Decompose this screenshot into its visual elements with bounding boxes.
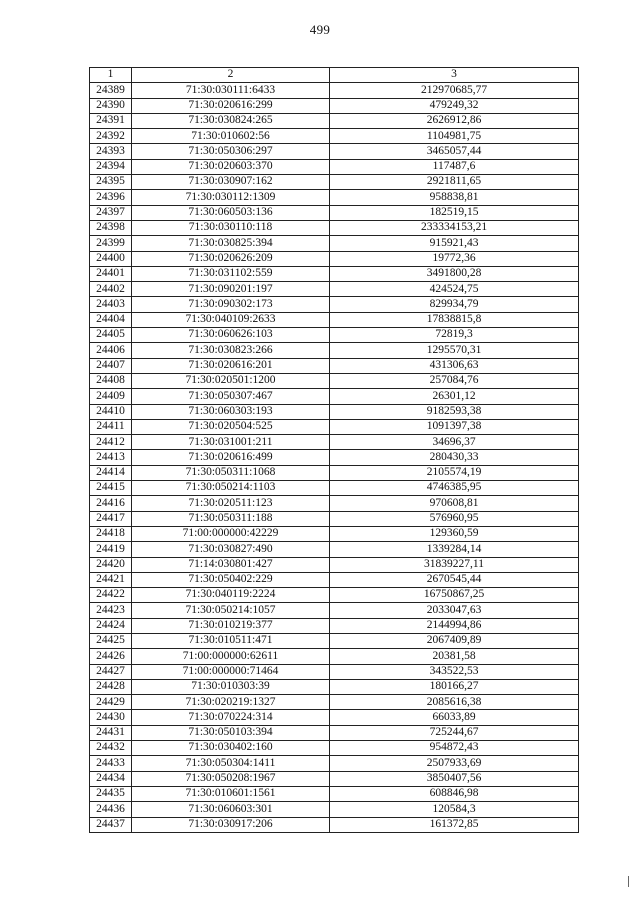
row-number-cell: 24431 [90,725,132,740]
row-number-cell: 24401 [90,266,132,281]
cadastral-number-cell: 71:30:020501:1200 [132,373,330,388]
cadastral-number-cell: 71:30:030827:490 [132,542,330,557]
cadastral-value-cell: 2105574,19 [330,465,579,480]
cadastral-number-cell: 71:30:060626:103 [132,328,330,343]
table-body [90,83,579,833]
row-number-cell: 24432 [90,741,132,756]
row-number-cell: 24403 [90,297,132,312]
cadastral-number-cell: 71:30:050304:1411 [132,756,330,771]
row-number-cell: 24410 [90,404,132,419]
row-number-cell: 24414 [90,465,132,480]
row-number-cell: 24413 [90,450,132,465]
cadastral-value-cell: 120584,3 [330,802,579,817]
row-number-cell: 24411 [90,419,132,434]
row-number-cell: 24427 [90,664,132,679]
table-row [90,389,579,404]
cadastral-value-cell: 3850407,56 [330,771,579,786]
row-number-cell: 24437 [90,817,132,832]
table-row [90,649,579,664]
table-row [90,282,579,297]
table-row [90,419,579,434]
cadastral-value-cell: 954872,43 [330,741,579,756]
table-row [90,633,579,648]
table-row [90,664,579,679]
cadastral-number-cell: 71:30:010303:39 [132,679,330,694]
row-number-cell: 24394 [90,159,132,174]
cadastral-number-cell: 71:30:010511:471 [132,633,330,648]
cadastral-number-cell: 71:30:010602:56 [132,129,330,144]
row-number-cell: 24407 [90,358,132,373]
row-number-cell: 24395 [90,175,132,190]
table-row [90,328,579,343]
cadastral-number-cell: 71:30:090302:173 [132,297,330,312]
cadastral-value-cell: 2507933,69 [330,756,579,771]
table-row [90,802,579,817]
table-row [90,511,579,526]
cadastral-number-cell: 71:30:020603:370 [132,159,330,174]
cadastral-number-cell: 71:30:060603:301 [132,802,330,817]
table-row [90,481,579,496]
cadastral-value-cell: 725244,67 [330,725,579,740]
cadastral-value-cell: 1339284,14 [330,542,579,557]
table-row [90,190,579,205]
cadastral-value-cell: 20381,58 [330,649,579,664]
cadastral-value-cell: 19772,36 [330,251,579,266]
cadastral-number-cell: 71:00:000000:71464 [132,664,330,679]
table-row [90,496,579,511]
row-number-cell: 24436 [90,802,132,817]
cadastral-number-cell: 71:30:030907:162 [132,175,330,190]
row-number-cell: 24425 [90,633,132,648]
cadastral-value-cell: 2670545,44 [330,572,579,587]
row-number-cell: 24419 [90,542,132,557]
cadastral-number-cell: 71:30:030823:266 [132,343,330,358]
row-number-cell: 24430 [90,710,132,725]
table-row [90,588,579,603]
cadastral-value-cell: 479249,32 [330,98,579,113]
row-number-cell: 24417 [90,511,132,526]
cadastral-value-cell: 424524,75 [330,282,579,297]
row-number-cell: 24433 [90,756,132,771]
cadastral-number-cell: 71:30:050214:1057 [132,603,330,618]
table-row [90,526,579,541]
table-row [90,725,579,740]
cadastral-number-cell: 71:30:040119:2224 [132,588,330,603]
cadastral-value-cell: 958838,81 [330,190,579,205]
cadastral-number-cell: 71:30:060303:193 [132,404,330,419]
table-row [90,404,579,419]
row-number-cell: 24404 [90,312,132,327]
table-row [90,542,579,557]
cadastral-number-cell: 71:30:030110:118 [132,220,330,235]
row-number-cell: 24426 [90,649,132,664]
cadastral-number-cell: 71:30:020616:201 [132,358,330,373]
table-row [90,98,579,113]
cadastral-number-cell: 71:30:050306:297 [132,144,330,159]
row-number-cell: 24390 [90,98,132,113]
cadastral-number-cell: 71:30:020511:123 [132,496,330,511]
cadastral-value-cell: 233334153,21 [330,220,579,235]
cadastral-value-cell: 1104981,75 [330,129,579,144]
table-row [90,710,579,725]
cadastral-number-cell: 71:30:050311:1068 [132,465,330,480]
row-number-cell: 24435 [90,786,132,801]
cadastral-number-cell: 71:30:030825:394 [132,236,330,251]
cadastral-number-cell: 71:30:030112:1309 [132,190,330,205]
row-number-cell: 24393 [90,144,132,159]
cadastral-value-cell: 257084,76 [330,373,579,388]
cadastral-number-cell: 71:30:090201:197 [132,282,330,297]
row-number-cell: 24424 [90,618,132,633]
cadastral-number-cell: 71:30:031102:559 [132,266,330,281]
cadastral-number-cell: 71:30:030111:6433 [132,83,330,98]
cadastral-value-cell: 129360,59 [330,526,579,541]
cadastral-number-cell: 71:30:031001:211 [132,435,330,450]
cadastral-value-cell: 3465057,44 [330,144,579,159]
cadastral-number-cell: 71:30:050311:188 [132,511,330,526]
cadastral-value-cell: 161372,85 [330,817,579,832]
cadastral-value-cell: 1295570,31 [330,343,579,358]
row-number-cell: 24408 [90,373,132,388]
cadastral-value-cell: 2085616,38 [330,695,579,710]
cadastral-value-cell: 3491800,28 [330,266,579,281]
row-number-cell: 24416 [90,496,132,511]
table-row [90,129,579,144]
cadastral-value-cell: 180166,27 [330,679,579,694]
cadastral-number-cell: 71:30:040109:2633 [132,312,330,327]
cadastral-value-cell: 915921,43 [330,236,579,251]
cadastral-value-cell: 16750867,25 [330,588,579,603]
row-number-cell: 24396 [90,190,132,205]
row-number-cell: 24391 [90,113,132,128]
table-row [90,373,579,388]
column-header-2: 2 [132,68,330,83]
cadastral-number-cell: 71:30:050103:394 [132,725,330,740]
cadastral-number-cell: 71:30:010601:1561 [132,786,330,801]
cadastral-number-cell: 71:30:020504:525 [132,419,330,434]
table-row [90,618,579,633]
table-row [90,159,579,174]
row-number-cell: 24415 [90,481,132,496]
cadastral-number-cell: 71:14:030801:427 [132,557,330,572]
table-row [90,343,579,358]
cadastral-number-cell: 71:30:030824:265 [132,113,330,128]
row-number-cell: 24429 [90,695,132,710]
cadastral-number-cell: 71:30:030917:206 [132,817,330,832]
cadastral-value-cell: 970608,81 [330,496,579,511]
table-row [90,557,579,572]
cadastral-value-cell: 26301,12 [330,389,579,404]
cadastral-number-cell: 71:30:050402:229 [132,572,330,587]
table-row [90,113,579,128]
table-row [90,741,579,756]
cadastral-value-cell: 9182593,38 [330,404,579,419]
column-header-3: 3 [330,68,579,83]
row-number-cell: 24420 [90,557,132,572]
cadastral-value-cell: 2033047,63 [330,603,579,618]
table-row [90,266,579,281]
table-row [90,312,579,327]
row-number-cell: 24422 [90,588,132,603]
cadastral-number-cell: 71:30:020616:499 [132,450,330,465]
cadastral-number-cell: 71:30:010219:377 [132,618,330,633]
cadastral-value-cell: 343522,53 [330,664,579,679]
cadastral-value-cell: 182519,15 [330,205,579,220]
cadastral-number-cell: 71:00:000000:42229 [132,526,330,541]
row-number-cell: 24412 [90,435,132,450]
cadastral-value-table [89,67,579,833]
cadastral-value-cell: 72819,3 [330,328,579,343]
table-row [90,83,579,98]
row-number-cell: 24434 [90,771,132,786]
column-header-1: 1 [90,68,132,83]
cadastral-value-cell: 576960,95 [330,511,579,526]
table-row [90,175,579,190]
table-row [90,435,579,450]
table-row [90,756,579,771]
table-row [90,205,579,220]
table-row [90,695,579,710]
cadastral-value-cell: 66033,89 [330,710,579,725]
cadastral-value-cell: 212970685,77 [330,83,579,98]
row-number-cell: 24400 [90,251,132,266]
table-row [90,786,579,801]
row-number-cell: 24409 [90,389,132,404]
row-number-cell: 24423 [90,603,132,618]
table-row [90,817,579,832]
table-row [90,465,579,480]
cadastral-number-cell: 71:30:020616:299 [132,98,330,113]
table-row [90,603,579,618]
cadastral-value-cell: 17838815,8 [330,312,579,327]
cadastral-value-cell: 431306,63 [330,358,579,373]
cadastral-value-cell: 2067409,89 [330,633,579,648]
table-row [90,236,579,251]
row-number-cell: 24398 [90,220,132,235]
table-header-row [90,68,579,83]
cadastral-value-cell: 2144994,86 [330,618,579,633]
cadastral-number-cell: 71:30:020626:209 [132,251,330,266]
cadastral-value-cell: 280430,33 [330,450,579,465]
table-row [90,771,579,786]
cadastral-number-cell: 71:30:020219:1327 [132,695,330,710]
cadastral-number-cell: 71:30:070224:314 [132,710,330,725]
table-row [90,251,579,266]
cadastral-value-cell: 117487,6 [330,159,579,174]
table-row [90,358,579,373]
page-number: 499 [309,22,331,37]
cadastral-value-cell: 31839227,11 [330,557,579,572]
cadastral-number-cell: 71:00:000000:62611 [132,649,330,664]
table-row [90,144,579,159]
cadastral-value-cell: 1091397,38 [330,419,579,434]
cadastral-number-cell: 71:30:060503:136 [132,205,330,220]
cadastral-number-cell: 71:30:050214:1103 [132,481,330,496]
cadastral-number-cell: 71:30:050307:467 [132,389,330,404]
cadastral-number-cell: 71:30:050208:1967 [132,771,330,786]
table-row [90,679,579,694]
row-number-cell: 24418 [90,526,132,541]
cadastral-number-cell: 71:30:030402:160 [132,741,330,756]
cadastral-value-cell: 2626912,86 [330,113,579,128]
row-number-cell: 24406 [90,343,132,358]
table-row [90,450,579,465]
row-number-cell: 24399 [90,236,132,251]
cadastral-value-cell: 34696,37 [330,435,579,450]
row-number-cell: 24428 [90,679,132,694]
table-row [90,572,579,587]
cadastral-value-cell: 4746385,95 [330,481,579,496]
row-number-cell: 24397 [90,205,132,220]
table-row [90,220,579,235]
row-number-cell: 24421 [90,572,132,587]
cadastral-value-cell: 608846,98 [330,786,579,801]
row-number-cell: 24392 [90,129,132,144]
row-number-cell: 24402 [90,282,132,297]
cadastral-value-cell: 2921811,65 [330,175,579,190]
table-row [90,297,579,312]
cadastral-value-cell: 829934,79 [330,297,579,312]
scan-edge-mark [628,876,629,887]
row-number-cell: 24389 [90,83,132,98]
row-number-cell: 24405 [90,328,132,343]
